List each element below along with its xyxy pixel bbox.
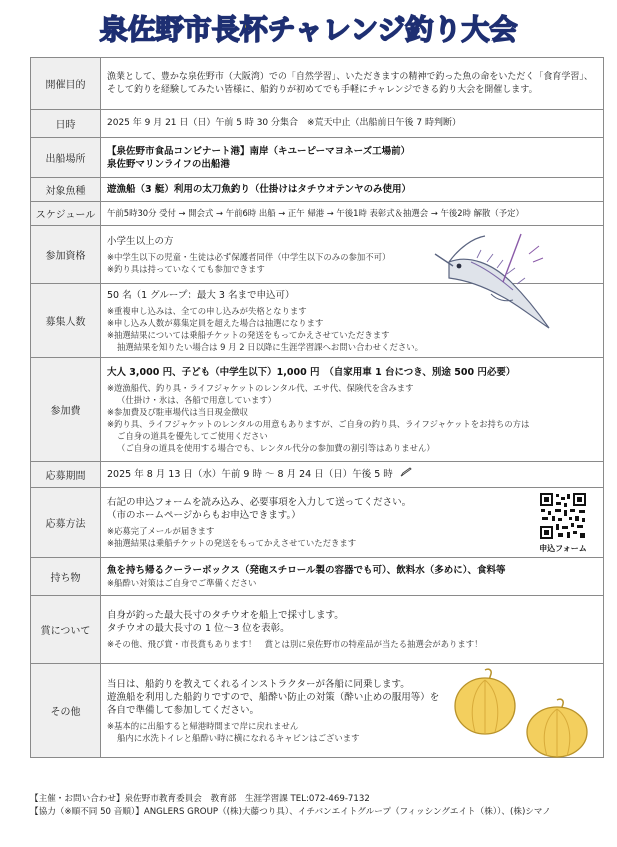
eligibility-note-1: ※中学生以下の児童・生徒は必ず保護者同伴（中学生以下のみの参加不可） (107, 251, 391, 262)
row-apply (31, 488, 604, 558)
purpose-text: 漁業として、豊かな泉佐野市（大阪湾）での「自然学習」、いただきますの精神で釣った魚の命をいただく「食育学習」、そして釣りを経験してみたい皆様に、船釣りが初めてでも手軽にチャレンジできる釣り大会を開催します。 (107, 71, 593, 95)
row-date (31, 110, 604, 138)
value-eligibility (101, 226, 604, 284)
page-title: 泉佐野市長杯チャレンジ釣り大会 (99, 13, 518, 46)
label-prizes: 賞について (31, 596, 101, 664)
row-bring (31, 558, 604, 596)
label-capacity: 募集人数 (31, 284, 101, 358)
row-prizes (31, 596, 604, 664)
label-period: 応募期間 (31, 462, 101, 488)
row-target-fish (31, 178, 604, 202)
label-eligibility: 参加資格 (31, 226, 101, 284)
value-apply (101, 488, 604, 558)
fee-note-5: ご自身の道具を優先してご使用ください (117, 430, 268, 441)
other-line2: 遊漁船を利用した船釣りですので、船酔い防止の対策（酔い止めの服用等）を (107, 691, 440, 703)
apply-form-qr[interactable] (535, 492, 591, 555)
fee-note-3: ※参加費及び駐車場代は当日現金徴収 (107, 406, 249, 417)
target-fish-text: 遊漁船（3 艇）利用の太刀魚釣り（仕掛けはタチウオテンヤのみ使用） (107, 184, 411, 195)
pencil-icon (400, 467, 412, 482)
label-other: その他 (31, 664, 101, 758)
port-line1: 【泉佐野市食品コンビナート港】南岸（キユーピーマヨネーズ工場前） (107, 145, 411, 157)
footer (30, 793, 604, 819)
label-target-fish: 対象魚種 (31, 178, 101, 202)
value-capacity (101, 284, 604, 358)
capacity-note-2: ※申し込み人数が募集定員を超えた場合は抽選になります (107, 317, 324, 328)
row-fee (31, 358, 604, 462)
label-purpose: 開催目的 (31, 58, 101, 110)
label-port: 出船場所 (31, 138, 101, 178)
row-period (31, 462, 604, 488)
value-bring (101, 558, 604, 596)
fee-main: 大人 3,000 円、子ども（中学生以下）1,000 円 （自家用車 1 台につき、別途 500 円必要） (107, 366, 516, 378)
value-port (101, 138, 604, 178)
label-date: 日時 (31, 110, 101, 138)
eligibility-main: 小学生以上の方 (107, 235, 174, 247)
event-info-table (30, 57, 604, 758)
value-other (101, 664, 604, 758)
footer-organizer: 【主催・お問い合わせ】泉佐野市教育委員会 教育部 生涯学習課 TEL:072-469-7132 (30, 794, 370, 804)
fee-note-1: ※遊漁船代、釣り具・ライフジャケットのレンタル代、エサ代、保険代を含みます (107, 382, 414, 393)
label-fee: 参加費 (31, 358, 101, 462)
value-period (101, 462, 604, 488)
date-text: 2025 年 9 月 21 日（日）午前 5 時 30 分集合 ※荒天中止（出船前日午後 7 時判断） (107, 118, 461, 128)
row-port (31, 138, 604, 178)
other-note-1: ※基本的に出船すると帰港時間まで岸に戻れません (107, 720, 299, 731)
other-note-2: 船内に水洗トイレと船酔い時に横になれるキャビンはございます (117, 732, 360, 743)
period-text: 2025 年 8 月 13 日（水）午前 9 時 ～ 8 月 24 日（日）午後 5 時 (107, 469, 393, 480)
footer-cooperation: 【協力（※順不同 50 音順）】ANGLERS GROUP（(株)大藤つり具）、イチバンエイトグループ（フィッシングエイト（株））、(株)シマノ (30, 807, 551, 817)
value-prizes (101, 596, 604, 664)
row-schedule (31, 202, 604, 226)
prizes-line2: タチウオの最大長寸の 1 位～3 位を表彰。 (107, 623, 290, 634)
prizes-note: ※その他、飛び賞・市長賞もあります！ 賞とは別に泉佐野市の特産品が当たる抽選会があります！ (107, 639, 483, 649)
onion-illustration-icon (445, 666, 595, 763)
value-schedule (101, 202, 604, 226)
label-bring: 持ち物 (31, 558, 101, 596)
schedule-text: 午前5時30分 受付 → 開会式 → 午前6時 出船 → 正午 帰港 → 午後1時 表彰式＆抽選会 → 午後2時 解散（予定） (107, 208, 524, 218)
row-other (31, 664, 604, 758)
bring-note: ※船酔い対策はご自身でご準備ください (107, 578, 257, 588)
qr-code-icon (539, 492, 587, 540)
label-apply: 応募方法 (31, 488, 101, 558)
row-eligibility (31, 226, 604, 284)
label-schedule: スケジュール (31, 202, 101, 226)
capacity-main: 50 名（1 グループ：最大 3 名まで申込可） (107, 289, 295, 301)
apply-line2: （市のホームページからもお申込できます。） (107, 510, 301, 521)
value-purpose (101, 58, 604, 110)
qr-label: 申込フォーム (539, 544, 587, 553)
eligibility-note-2: ※釣り具は持っていなくても参加できます (107, 263, 265, 274)
row-capacity (31, 284, 604, 358)
capacity-note-1: ※重複申し込みは、全ての申し込みが失格となります (107, 305, 307, 316)
other-line3: 各自で準備して参加してください。 (107, 704, 260, 716)
bring-main: 魚を持ち帰るクーラーボックス（発砲スチロール製の容器でも可）、飲料水（多めに）、食料等 (107, 565, 506, 576)
fee-note-2: （仕掛け・氷は、各船で用意しています） (117, 394, 277, 405)
port-line2: 泉佐野マリンライフの出船港 (107, 158, 230, 170)
value-target-fish (101, 178, 604, 202)
row-purpose (31, 58, 604, 110)
fee-note-4: ※釣り具、ライフジャケットのレンタルの用意もありますが、ご自身の釣り具、ライフジャケットをお持ちの方は (107, 418, 530, 429)
apply-note-2: ※抽選結果は乗船チケットの発送をもってかえさせていただきます (107, 538, 357, 548)
other-line1: 当日は、船釣りを教えてくれるインストラクターが各船に同乗します。 (107, 678, 410, 690)
value-fee (101, 358, 604, 462)
capacity-note-3: ※抽選結果については乗船チケットの発送をもってかえさせていただきます (107, 329, 390, 340)
prizes-line1: 自身が釣った最大長寸のタチウオを船上で採寸します。 (107, 610, 344, 621)
value-date (101, 110, 604, 138)
fee-note-6: （ご自身の道具を使用する場合でも、レンタル代分の参加費の割引等はありません） (117, 442, 435, 453)
capacity-note-4: 抽選結果を知りたい場合は 9 月 2 日以降に生涯学習課へお問い合わせください。 (117, 341, 424, 352)
apply-note-1: ※応募完了メールが届きます (107, 526, 215, 536)
apply-line1: 右記の申込フォームを読み込み、必要事項を入力して送ってください。 (107, 497, 412, 508)
